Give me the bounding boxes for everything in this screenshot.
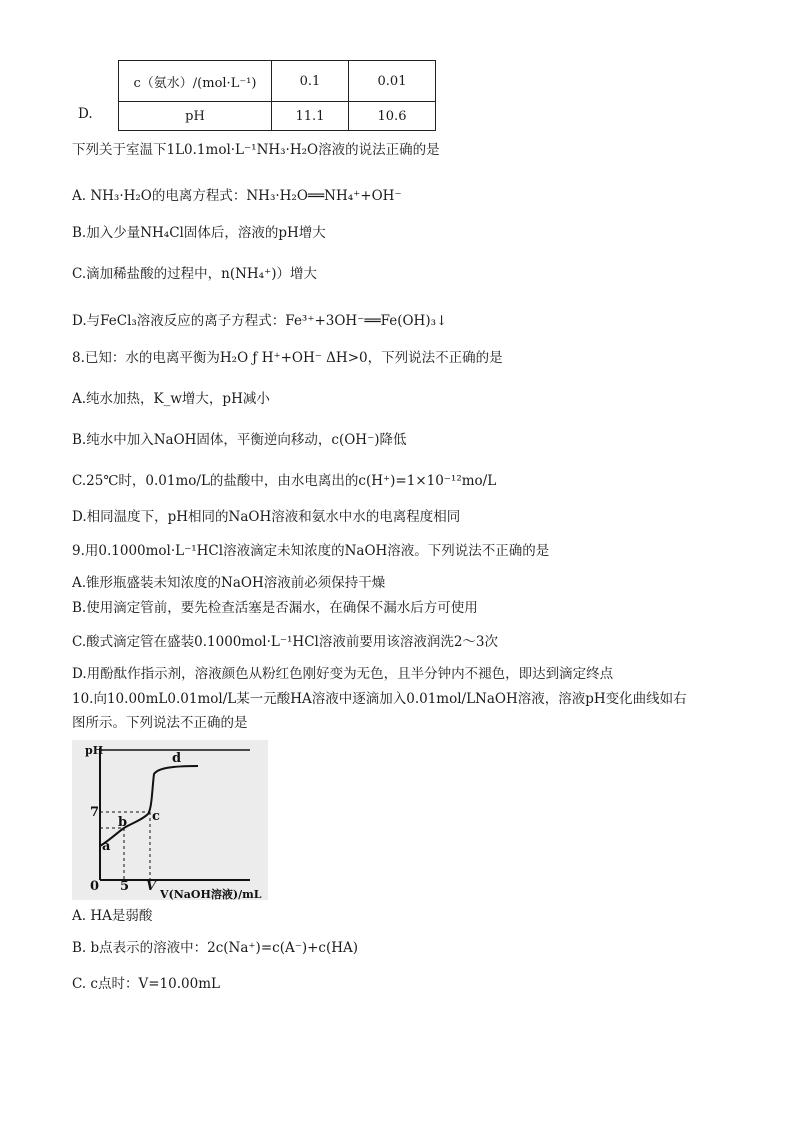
q10-option-b: B. b点表示的溶液中：2c(Na⁺)=c(A⁻)+c(HA) xyxy=(72,940,359,956)
q10-option-a: A. HA是弱酸 xyxy=(72,908,153,924)
x-tick-0: 0 xyxy=(90,879,100,894)
q10-stem-line2: 图所示。下列说法不正确的是 xyxy=(72,715,248,731)
q8-option-c: C.25℃时，0.01mo/L的盐酸中，由水电离出的c(H⁺)=1×10⁻¹²mo/L xyxy=(72,473,497,489)
titration-curve-line xyxy=(100,766,198,846)
q9-option-d: D.用酚酞作指示剂，溶液颜色从粉红色刚好变为无色，且半分钟内不褪色，即达到滴定终点 xyxy=(72,666,614,682)
option-d-label: D. xyxy=(78,106,93,122)
y-tick-7: 7 xyxy=(90,805,100,820)
table-row-ph-2: 10.6 xyxy=(349,102,436,131)
ammonia-ph-table xyxy=(118,60,436,131)
q9-stem: 9.用0.1000mol·L⁻¹HCl溶液滴定未知浓度的NaOH溶液。下列说法不正确的是 xyxy=(72,543,550,559)
q7-stem: 下列关于室温下1L0.1mol·L⁻¹NH₃·H₂O溶液的说法正确的是 xyxy=(72,142,440,158)
q8-option-d: D.相同温度下，pH相同的NaOH溶液和氨水中水的电离程度相同 xyxy=(72,509,461,525)
point-c-label: c xyxy=(152,809,160,824)
y-axis-label: pH xyxy=(85,744,104,757)
titration-curve-svg xyxy=(72,740,268,900)
q8-option-b: B.纯水中加入NaOH固体，平衡逆向移动，c(OH⁻)降低 xyxy=(72,432,407,448)
q10-stem-line1: 10.向10.00mL0.01mol/L某一元酸HA溶液中逐滴加入0.01mol/LNaOH溶液，溶液pH变化曲线如右 xyxy=(72,691,687,707)
table-header-value-1: 0.1 xyxy=(272,61,349,102)
point-d-label: d xyxy=(172,751,182,766)
q8-option-a: A.纯水加热，K_w增大，pH减小 xyxy=(72,391,270,407)
q8-stem: 8.已知：水的电离平衡为H₂O ƒ H⁺+OH⁻ ΔH>0，下列说法不正确的是 xyxy=(72,350,503,366)
q9-option-c: C.酸式滴定管在盛装0.1000mol·L⁻¹HCl溶液前要用该溶液润洗2～3次 xyxy=(72,634,499,650)
point-b-label: b xyxy=(118,815,128,830)
q7-option-a: A. NH₃·H₂O的电离方程式：NH₃·H₂O══NH₄⁺+OH⁻ xyxy=(72,188,402,204)
q7-option-c: C.滴加稀盐酸的过程中，n(NH₄⁺)）增大 xyxy=(72,266,317,282)
q10-option-c: C. c点时：V=10.00mL xyxy=(72,976,220,992)
titration-curve-figure xyxy=(72,740,268,900)
table-header-value-2: 0.01 xyxy=(349,61,436,102)
q7-option-b: B.加入少量NH₄Cl固体后，溶液的pH增大 xyxy=(72,225,326,241)
table-header-concentration: c（氨水）/(mol·L⁻¹) xyxy=(119,61,272,102)
x-axis-label: V(NaOH溶液)/mL xyxy=(160,888,262,900)
table-row-ph-label: pH xyxy=(119,102,272,131)
q7-option-d: D.与FeCl₃溶液反应的离子方程式：Fe³⁺+3OH⁻══Fe(OH)₃↓ xyxy=(72,313,448,329)
point-a-label: a xyxy=(102,839,111,854)
q9-option-b: B.使用滴定管前，要先检查活塞是否漏水，在确保不漏水后方可使用 xyxy=(72,600,478,616)
x-tick-v: V xyxy=(146,879,157,894)
q9-option-a: A.锥形瓶盛装未知浓度的NaOH溶液前必须保持干燥 xyxy=(72,575,386,591)
table-row-ph-1: 11.1 xyxy=(272,102,349,131)
x-tick-5: 5 xyxy=(120,879,130,894)
